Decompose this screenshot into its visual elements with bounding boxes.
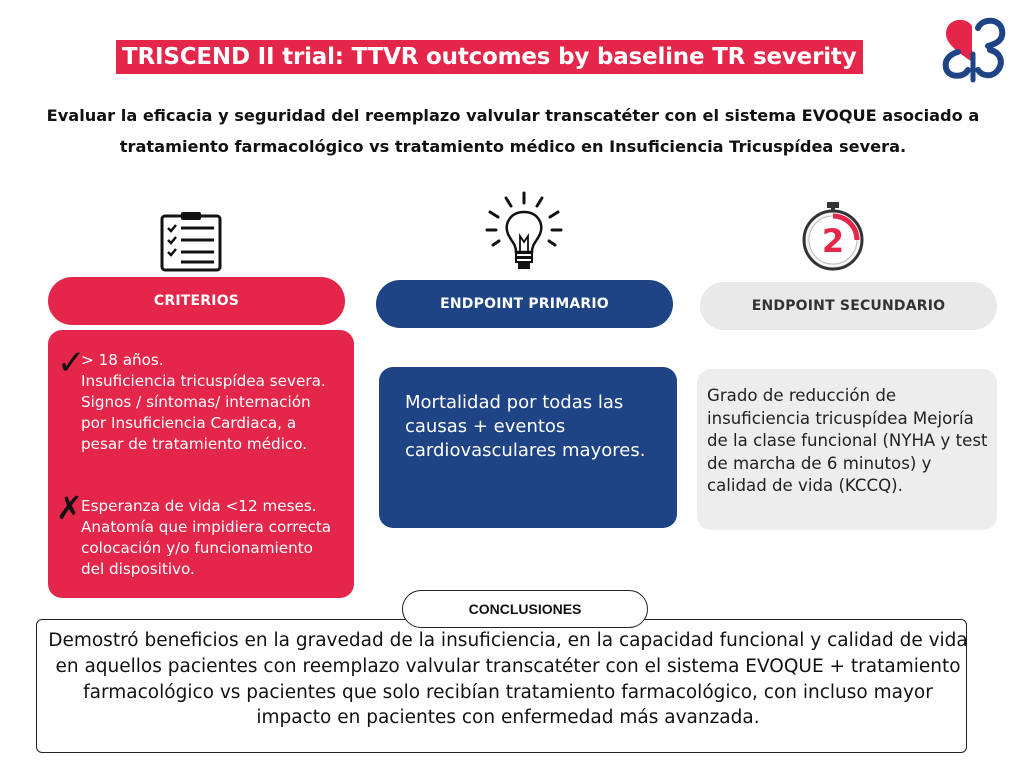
conclusiones-header: CONCLUSIONES — [402, 590, 648, 628]
endpoint-secundario-header: ENDPOINT SECUNDARIO — [700, 282, 997, 330]
exclusion-criteria: Esperanza de vida <12 meses. Anatomía que impidiera correcta colocación y/o funcionamiento del dispositivo. — [81, 497, 332, 578]
stopwatch-number: 2 — [821, 222, 845, 260]
stopwatch-icon — [800, 200, 866, 272]
criterios-header: CRITERIOS — [48, 277, 345, 325]
cross-icon: ✗ — [56, 489, 83, 527]
study-objective: Evaluar la eficacia y seguridad del reemplazo valvular transcatéter con el sistema EVOQUE asociado a tratamiento farmacológico vs tratamiento médico en Insuficiencia Tricuspídea severa. — [46, 106, 980, 156]
endpoint-secundario-card — [697, 369, 997, 530]
inclusion-criteria: > 18 años. Insuficiencia tricuspídea severa. Signos / síntomas/ internación por Insuficiencia Cardiaca, a pesar de tratamiento médico. — [81, 351, 326, 453]
conclusiones-text: Demostró beneficios en la gravedad de la insuficiencia, en la capacidad funcional y calidad de vida en aquellos pacientes con reemplazo valvular transcatéter con el sistema EVOQUE + tratamiento farmacológico vs pacientes que solo recibían tratamiento farmacológico, con incluso mayor impacto en pacientes con enfermedad más avanzada. — [48, 630, 968, 729]
endpoint-primario-card — [379, 367, 677, 528]
criterios-card — [48, 330, 354, 598]
title-banner — [116, 40, 863, 74]
clipboard-icon — [159, 210, 223, 272]
endpoint-primario-text: Mortalidad por todas las causas + eventos cardiovasculares mayores. — [405, 392, 646, 461]
check-icon: ✓ — [57, 343, 86, 383]
lightbulb-icon — [484, 190, 564, 276]
heart-logo-icon — [938, 14, 1008, 84]
page-title: TRISCEND II trial: TTVR outcomes by baseline TR severity — [122, 44, 857, 70]
endpoint-primario-header: ENDPOINT PRIMARIO — [376, 280, 673, 328]
endpoint-secundario-text: Grado de reducción de insuficiencia tricuspídea Mejoría de la clase funcional (NYHA y test de marcha de 6 minutos) y calidad de vida (KCCQ). — [707, 386, 988, 495]
